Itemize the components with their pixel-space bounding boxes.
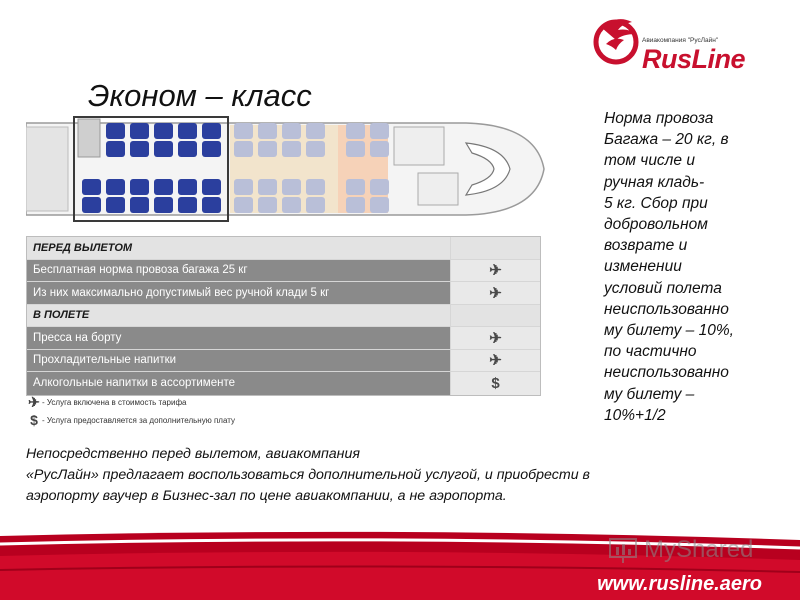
seat [154, 141, 173, 157]
seat [306, 141, 325, 157]
section-header-label: ПЕРЕД ВЫЛЕТОМ [27, 237, 450, 259]
seat [82, 179, 101, 195]
seat [106, 123, 125, 139]
seat [258, 197, 277, 213]
dollar-icon: $ [30, 412, 38, 428]
presentation-icon [608, 535, 640, 565]
seat [370, 141, 389, 157]
seat [234, 123, 253, 139]
service-label: Бесплатная норма провоза багажа 25 кг [27, 260, 450, 282]
bird-emblem-icon [592, 14, 640, 72]
baggage-note: Норма провоза Багажа – 20 кг, в том числе и ручная кладь- 5 кг. Сбор при добровольном возврате и изменении условий полета неиспользованно му билету – 10%, по частично неиспользованно му билету – 10%+1/2 [604, 110, 734, 424]
services-table [26, 236, 541, 396]
seat [346, 197, 365, 213]
seat [178, 179, 197, 195]
seat [306, 197, 325, 213]
myshared-watermark [608, 535, 753, 565]
legend-label: - Услуга включена в стоимость тарифа [42, 397, 187, 407]
table-row [27, 282, 540, 305]
table-row [27, 350, 540, 373]
seat [106, 141, 125, 157]
page-title: Эконом – класс [88, 78, 312, 113]
business-lounge-note: Непосредственно перед вылетом, авиакомпания «РусЛайн» предлагает воспользоваться дополнительной услугой, и приобрести в аэропорту ваучер в Бизнес-зал по цене авиакомпании, а не аэропорта. [26, 446, 590, 504]
seat [202, 179, 221, 195]
seat [202, 141, 221, 157]
airplane-icon: ✈ [450, 350, 540, 372]
seat [106, 197, 125, 213]
seat [282, 179, 301, 195]
airplane-icon: ✈ [450, 282, 540, 304]
seat [306, 179, 325, 195]
seat [154, 123, 173, 139]
seat [370, 123, 389, 139]
seat [130, 141, 149, 157]
seat-map [26, 113, 548, 225]
table-row [27, 260, 540, 283]
seat [82, 197, 101, 213]
legend-item-included [26, 393, 235, 411]
section-header-in-flight [27, 305, 540, 328]
table-row [27, 327, 540, 350]
airplane-icon: ✈ [450, 327, 540, 349]
seat [130, 123, 149, 139]
seat [202, 197, 221, 213]
galley-block-2 [418, 173, 458, 205]
seat [234, 179, 253, 195]
table-row [27, 372, 540, 395]
seat [154, 197, 173, 213]
seat [370, 197, 389, 213]
seat [234, 197, 253, 213]
seat [282, 123, 301, 139]
seat [106, 179, 125, 195]
seat [282, 141, 301, 157]
rusline-logo [592, 10, 762, 75]
service-label: Пресса на борту [27, 327, 450, 349]
seat [346, 179, 365, 195]
seat [202, 123, 221, 139]
seat [130, 197, 149, 213]
seat [130, 179, 149, 195]
airplane-icon: ✈ [450, 260, 540, 282]
footer-url[interactable]: www.rusline.aero [597, 573, 762, 595]
section-header-before-flight [27, 237, 540, 260]
legend-item-paid [26, 411, 235, 429]
seat [234, 141, 253, 157]
seat [346, 123, 365, 139]
lavatory-block [78, 119, 100, 157]
legend [26, 393, 235, 429]
seat [282, 197, 301, 213]
tail-section [26, 127, 68, 211]
seat [178, 123, 197, 139]
logo-subtitle: Авиакомпания "РусЛайн" [642, 37, 719, 44]
service-label: Алкогольные напитки в ассортименте [27, 372, 450, 395]
seat [258, 141, 277, 157]
seat [154, 179, 173, 195]
service-label: Прохладительные напитки [27, 350, 450, 372]
logo-wordmark: RusLine [642, 44, 746, 74]
galley-block [394, 127, 444, 165]
seat [178, 197, 197, 213]
seat [346, 141, 365, 157]
seat [178, 141, 197, 157]
dollar-icon: $ [450, 372, 540, 395]
seat [258, 123, 277, 139]
seat [306, 123, 325, 139]
watermark-text: MyShared [644, 536, 754, 563]
section-header-label: В ПОЛЕТЕ [27, 305, 450, 327]
service-label: Из них максимально допустимый вес ручной клади 5 кг [27, 282, 450, 304]
seat [370, 179, 389, 195]
legend-label: - Услуга предоставляется за дополнительную плату [42, 415, 235, 425]
airplane-icon: ✈ [28, 393, 40, 410]
seat [258, 179, 277, 195]
